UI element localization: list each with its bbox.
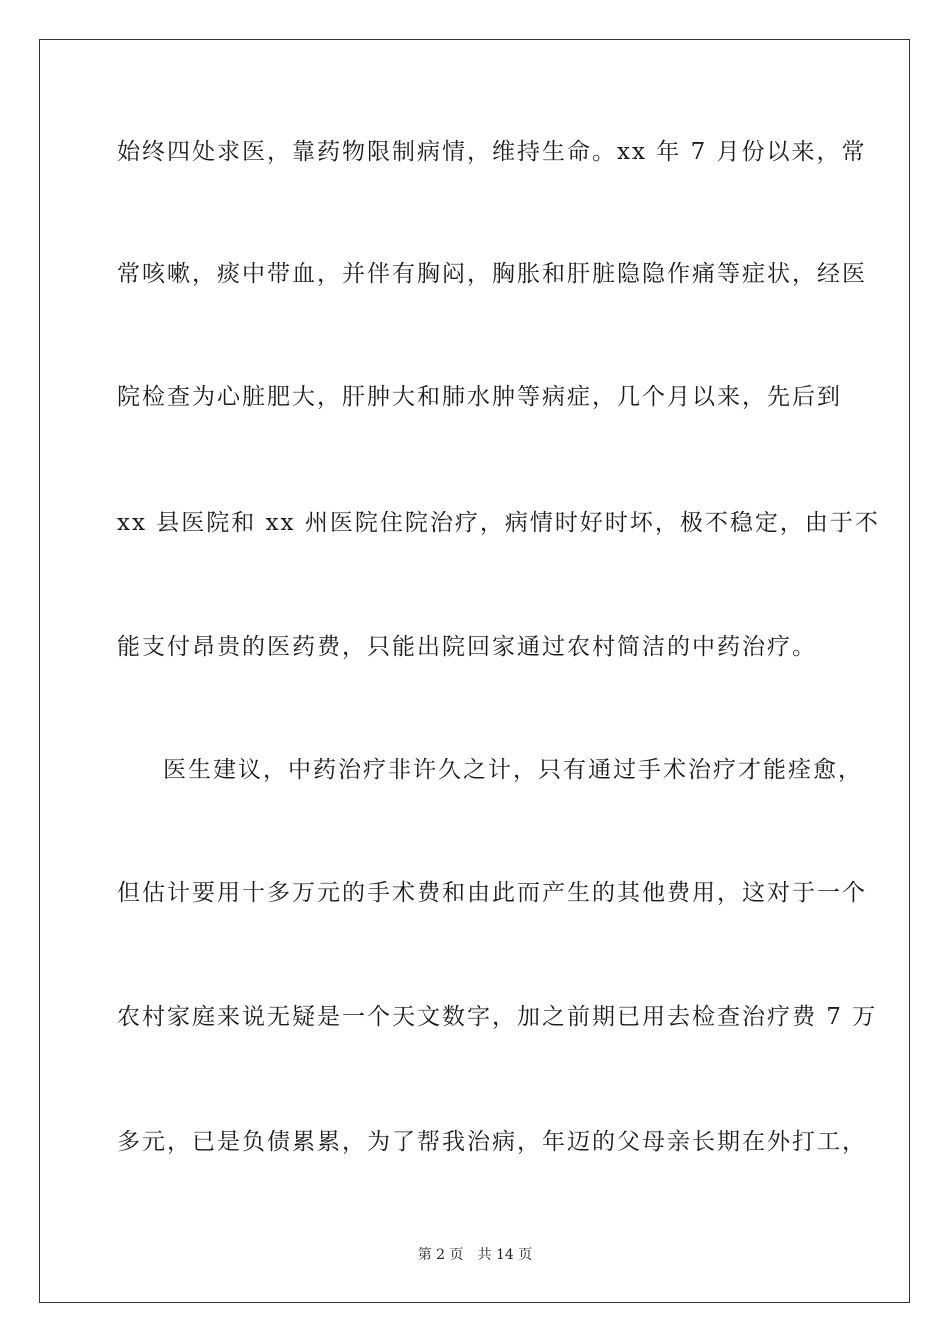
body-text-line: 农村家庭来说无疑是一个天文数字，加之前期已用去检查治疗费 7 万 xyxy=(117,1004,878,1030)
body-text-line: 常咳嗽，痰中带血，并伴有胸闷，胸胀和肝脏隐隐作痛等症状，经医 xyxy=(117,261,867,287)
page-footer xyxy=(0,1246,950,1264)
body-text-line: xx 县医院和 xx 州医院住院治疗，病情时好时坏，极不稳定，由于不 xyxy=(117,510,880,536)
body-text-line: 但估计要用十多万元的手术费和由此而产生的其他费用，这对于一个 xyxy=(117,880,867,906)
body-text-line: 能支付昂贵的医药费，只能出院回家通过农村简洁的中药治疗。 xyxy=(117,634,817,660)
body-text-line: 多元，已是负债累累，为了帮我治病，年迈的父母亲长期在外打工， xyxy=(117,1129,867,1155)
body-text-line: 始终四处求医，靠药物限制病情，维持生命。xx 年 7 月份以来，常 xyxy=(117,139,867,165)
paragraph-start-line: 医生建议，中药治疗非许久之计，只有通过手术治疗才能痊愈， xyxy=(163,757,863,783)
body-text-line: 院检查为心脏肥大，肝肿大和肺水肿等病症，几个月以来，先后到 xyxy=(117,384,842,410)
page-border xyxy=(39,39,910,1303)
total-pages: 共 14 页 xyxy=(477,1247,533,1263)
page-number: 第 2 页 xyxy=(417,1247,464,1263)
